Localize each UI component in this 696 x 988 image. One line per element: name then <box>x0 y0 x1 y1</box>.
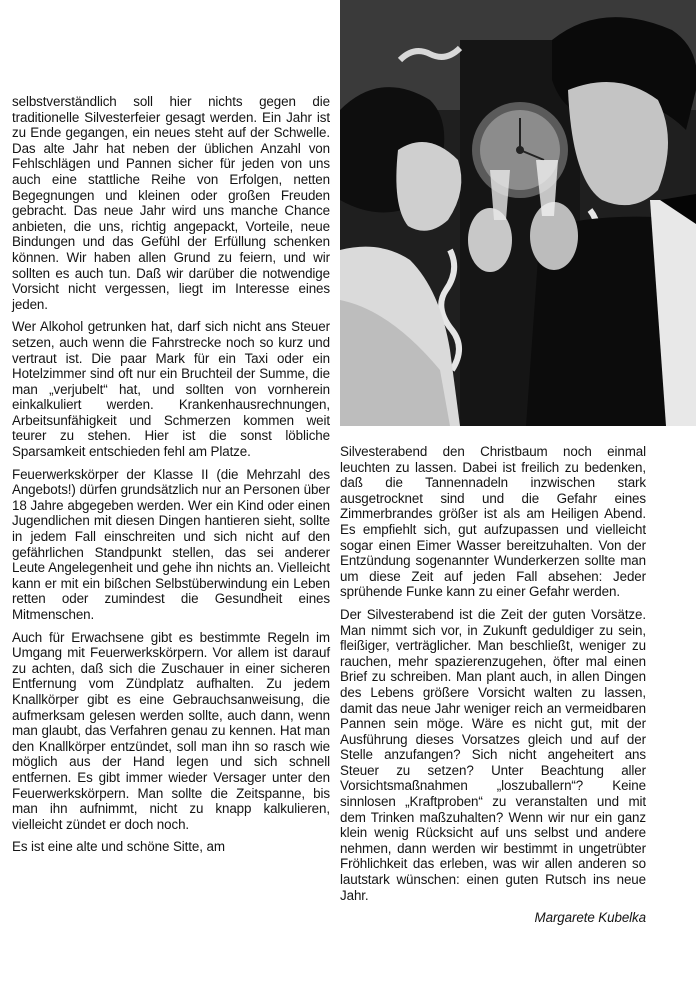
article-right-column <box>340 444 646 933</box>
article-paragraph-7: Der Silvesterabend ist die Zeit der guten Vorsätze. Man nimmt sich vor, in Zukunft geduldiger zu sein, fleißiger, verträglicher. Man beschließt, weniger zu rauchen, mehr spazierenzugehen, öfter mal einen Brief zu schreiben. Man plant auch, in allen Dingen des Lebens größere Vorsicht walten zu lassen, damit das neue Jahr weniger reich an vermeidbaren Pannen sein möge. Wäre es nicht gut, mit der Ausführung dieses Vorsatzes gleich und auf der Stelle anzufangen? Sich nicht angeheitert ans Steuer zu setzen? Unter Beachtung aller Vorsichtsmaßnahmen „loszuballern“? Keine sinnlosen „Kraftproben“ zu veranstalten und mit dem Trinken maßzuhalten? Wenn wir nur ein ganz klein wenig Rücksicht auf uns selbst und andere nehmen, dann werden wir bestimmt in ungetrübter Fröhlichkeit das erleben, was wir allen anderen so lautstark wünschen: einen guten Rutsch ins neue Jahr. <box>340 606 646 903</box>
article-paragraph-4: Auch für Erwachsene gibt es bestimmte Regeln im Umgang mit Feuerwerkskörpern. Vor allem ist darauf zu achten, daß sich die Zuschauer in einer sicheren Entfernung vom Zündplatz aufhalten. Zu jedem Knallkörper gibt es eine Gebrauchsanweisung, die aufmerksam gelesen werden sollte, auch dann, wenn man glaubt, das Verfahren genau zu kennen. Hat man den Knallkörper entzündet, soll man ihn so rasch wie möglich aus der Hand legen und sich schnell entfernen. Es gibt immer wieder Versager unter den Feuerwerkskörpern. Man sollte die Zeitspanne, bis man ihn aufnimmt, nicht zu knapp kalkulieren, vielleicht zündet er doch noch. <box>12 629 330 832</box>
article-paragraph-6: Silvesterabend den Christbaum noch einmal leuchten zu lassen. Dabei ist freilich zu bedenken, daß die Tannennadeln inzwischen stark ausgetrocknet sind und die Gefahr eines Zimmerbrandes größer ist als am Heiligen Abend. Es empfiehlt sich, gut aufzupassen und vielleicht sogar einen Eimer Wasser bereitzuhalten. Von der Entzündung sogenannter Wunderkerzen sollte man um diese Zeit auf jeden Fall absehen: Jeder sprühende Funke kann zu einer Gefahr werden. <box>340 444 646 600</box>
article-paragraph-2: Wer Alkohol getrunken hat, darf sich nicht ans Steuer setzen, auch wenn die Fahrstrecke noch so kurz und vertraut ist. Die paar Mark für ein Taxi oder ein Hotelzimmer sind oft nur ein Bruchteil der Summe, die man „verjubelt“ hat, und sollten von vornherein einkalkuliert werden. Krankenhausrechnungen, Arbeitsunfähigkeit und Schmerzen kommen weit teurer zu stehen. Hier ist die sonst löbliche Sparsamkeit entschieden fehl am Platze. <box>12 319 330 460</box>
couple-toasting-photo <box>340 0 696 426</box>
author-signature: Margarete Kubelka <box>534 910 646 926</box>
article-left-column <box>12 94 330 862</box>
article-paragraph-5: Es ist eine alte und schöne Sitte, am <box>12 839 225 855</box>
article-paragraph-3: Feuerwerkskörper der Klasse II (die Mehrzahl des Angebots!) dürfen grundsätzlich nur an Personen über 18 Jahre abgegeben werden. Wer ein Kind oder einen Jugendlichen mit diesen Dingen hantieren sieht, sollte in jedem Fall einschreiten und sich nicht auf den gefährlichen Standpunkt stellen, das sei anderer Leute Angelegenheit und gehe ihn nichts an. Vielleicht kann er mit ein bißchen Selbstüberwindung ein Leben retten oder zumindest die Gesundheit eines Mitmenschen. <box>12 466 330 622</box>
couple-toasting-champagne-photo-icon <box>340 0 696 426</box>
article-paragraph-1: selbstverständlich soll hier nichts gegen die traditionelle Silvesterfeier gesagt werden. Ein Jahr ist zu Ende gegangen, ein neues steht auf der Schwelle. Das alte Jahr hat neben der üblichen Anzahl von Fehlschlägen und Pannen sicher für jeden von uns auch eine stattliche Reihe von Erfolgen, netten Begegnungen und kleinen oder großen Freuden gebracht. Das neue Jahr wird uns manche Chance anbieten, die uns, richtig angepackt, Vorteile, neue Bindungen und das Gefühl der Erfüllung schenken können. Wir haben allen Grund zu feiern, und wir sollten es auch tun. Daß wir darüber die notwendige Vorsicht nicht vergessen, liegt im Interesse eines jeden. <box>12 94 330 312</box>
